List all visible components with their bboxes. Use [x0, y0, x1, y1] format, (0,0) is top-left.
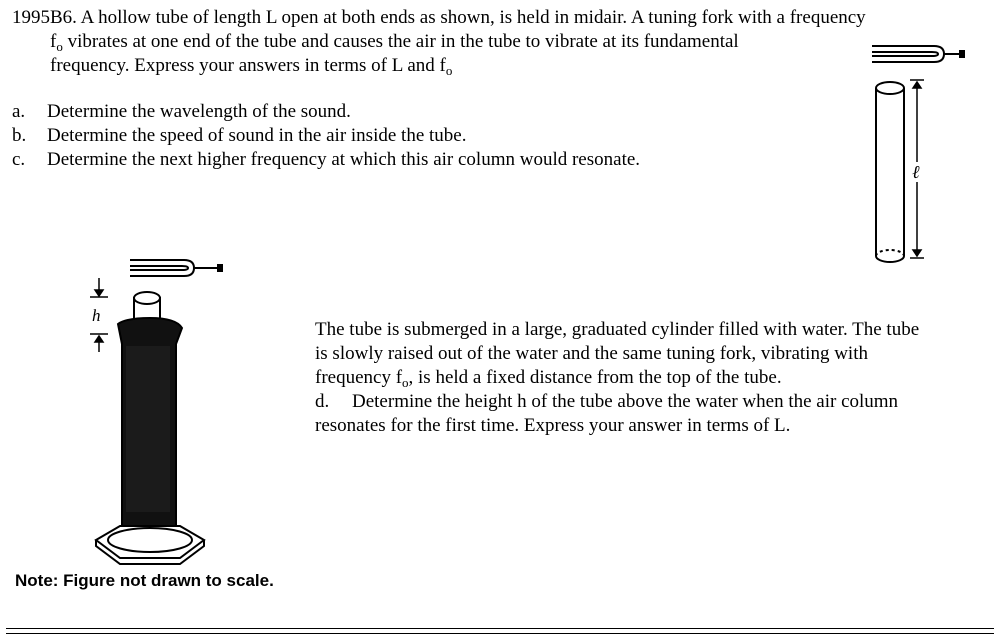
- height-label: h: [92, 306, 101, 325]
- problem-intro-2: vibrates at one end of the tube and causes the air in the tube to vibrate at its fundamental: [67, 31, 739, 52]
- tuning-fork-icon: [130, 260, 222, 276]
- divider-rule-bottom: [6, 633, 994, 634]
- frequency-subscript: o: [445, 63, 453, 78]
- question-text-c: Determine the next higher frequency at which this air column would resonate.: [47, 149, 641, 170]
- part2-line-5: resonates for the first time. Express your answer in terms of L.: [315, 415, 791, 436]
- part2-line-3-pre: frequency f: [315, 367, 403, 388]
- cylinder-base-icon: [96, 526, 204, 564]
- question-text-a: Determine the wavelength of the sound.: [47, 101, 351, 122]
- frequency-subscript: o: [402, 375, 409, 390]
- question-label-c: c.: [12, 149, 26, 170]
- divider-rule-top: [6, 628, 994, 629]
- problem-id: 1995B6.: [12, 7, 77, 28]
- problem-intro-1: A hollow tube of length L open at both ends as shown, is held in midair. A tuning fork with a frequency: [80, 7, 866, 28]
- figure-open-tube: [860, 40, 990, 270]
- frequency-subscript: o: [56, 39, 63, 54]
- figure-graduated-cylinder: [80, 250, 290, 580]
- frequency-symbol: f: [50, 31, 57, 52]
- figure-note: Note: Figure not drawn to scale.: [15, 571, 274, 590]
- cylinder-body-icon: [118, 318, 182, 528]
- question-text-b: Determine the speed of sound in the air inside the tube.: [47, 125, 467, 146]
- part2-line-3-post: , is held a fixed distance from the top of the tube.: [408, 367, 782, 388]
- part2-line-1: The tube is submerged in a large, graduated cylinder filled with water. The tube: [315, 319, 920, 340]
- question-label-a: a.: [12, 101, 26, 122]
- problem-line-1: [12, 6, 866, 30]
- question-label-d: d.: [315, 391, 330, 412]
- open-tube-icon: [876, 82, 904, 262]
- tube-length-label: ℓ: [912, 162, 920, 182]
- question-text-d: Determine the height h of the tube above the water when the air column: [352, 391, 899, 412]
- question-label-b: b.: [12, 125, 27, 146]
- part2-line-2: is slowly raised out of the water and the same tuning fork, vibrating with: [315, 343, 868, 364]
- problem-intro-3: frequency. Express your answers in terms of L and f: [50, 55, 446, 76]
- tuning-fork-icon: [872, 46, 964, 62]
- problem-line-3: [50, 54, 452, 83]
